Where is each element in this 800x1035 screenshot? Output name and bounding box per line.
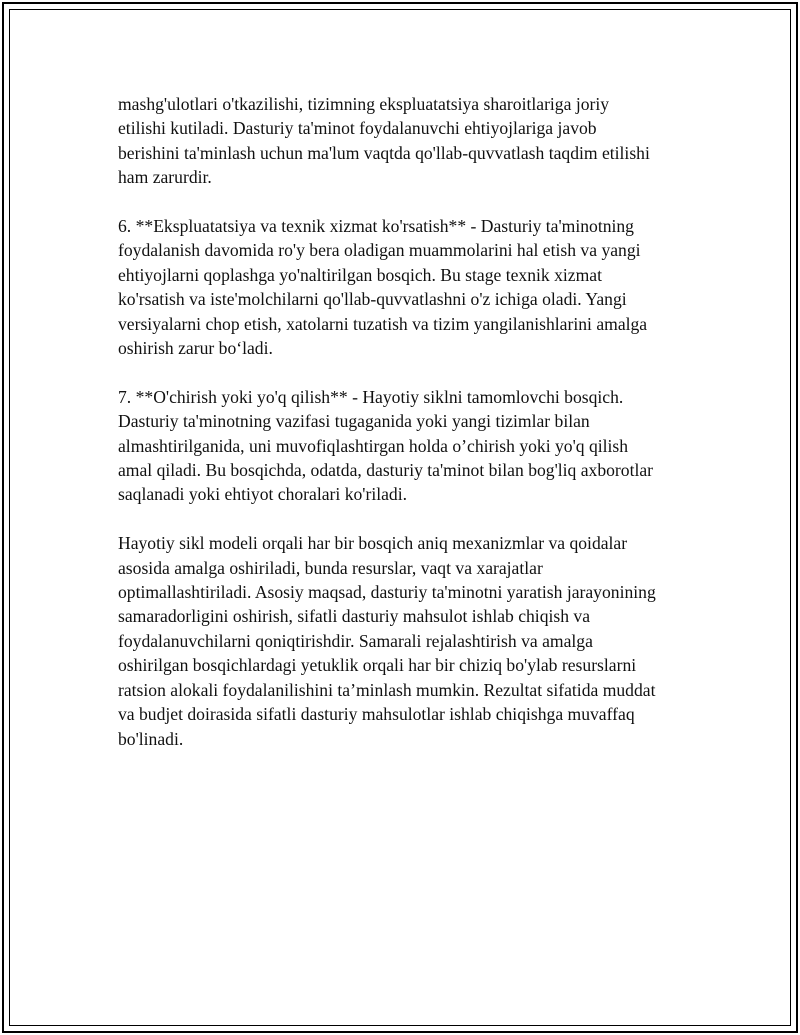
text-line: 7. **O'chirish yoki yo'q qilish** - Hayotiy siklni tamomlovchi bosqich.: [118, 386, 624, 407]
text-line: ham zarurdir.: [118, 167, 212, 188]
text-line: va budjet doirasida sifatli dasturiy mahsulotlar ishlab chiqishga muvaffaq: [118, 704, 635, 725]
paragraph-training-continuation: [118, 92, 690, 190]
text-line: ehtiyojlarni qoplashga yo'naltirilgan bosqich. Bu stage texnik xizmat: [118, 264, 602, 285]
text-line: bo'linadi.: [118, 728, 184, 749]
text-line: oshirish zarur bo‘ladi.: [118, 338, 273, 359]
text-line: mashg'ulotlari o'tkazilishi, tizimning ekspluatatsiya sharoitlariga joriy: [118, 94, 610, 114]
text-line: Dasturiy ta'minotning vazifasi tugaganida yoki yangi tizimlar bilan: [118, 411, 590, 432]
text-line: ko'rsatish va iste'molchilarni qo'llab-quvvatlashni o'z ichiga oladi. Yangi: [118, 289, 627, 310]
paragraph-exploitation-maintenance: [118, 214, 690, 360]
paragraph-lifecycle-summary: [118, 531, 690, 751]
text-line: berishini ta'minlash uchun ma'lum vaqtda qo'llab-quvvatlash taqdim etilishi: [118, 142, 650, 163]
text-line: samaradorligini oshirish, sifatli dasturiy mahsulot ishlab chiqish va: [118, 606, 591, 627]
text-line: oshirilgan bosqichlardagi yetuklik orqali har bir chiziq bo'ylab resurslarni: [118, 655, 637, 676]
text-line: etilishi kutiladi. Dasturiy ta'minot foydalanuvchi ehtiyojlariga javob: [118, 118, 597, 139]
text-line: amal qiladi. Bu bosqichda, odatda, dasturiy ta'minot bilan bog'liq axborotlar: [118, 460, 654, 481]
text-line: optimallashtiriladi. Asosiy maqsad, dasturiy ta'minotni yaratish jarayonining: [118, 582, 656, 603]
text-line: Hayotiy sikl modeli orqali har bir bosqich aniq mexanizmlar va qoidalar: [118, 533, 628, 554]
paragraph-decommission: [118, 385, 690, 507]
text-line: foydalanish davomida ro'y bera oladigan muammolarini hal etish va yangi: [118, 240, 641, 261]
text-line: asosida amalga oshiriladi, bunda resurslar, vaqt va xarajatlar: [118, 557, 543, 578]
document-body: [118, 92, 690, 775]
text-line: almashtirilganida, uni muvofiqlashtirgan holda o’chirish yoki yo'q qilish: [118, 435, 629, 456]
text-line: 6. **Ekspluatatsiya va texnik xizmat ko'rsatish** - Dasturiy ta'minotning: [118, 216, 634, 237]
text-line: saqlanadi yoki ehtiyot choralari ko'riladi.: [118, 484, 407, 505]
text-line: versiyalarni chop etish, xatolarni tuzatish va tizim yangilanishlarini amalga: [118, 313, 648, 334]
text-line: ratsion alokali foydalanilishini ta’minlash mumkin. Rezultat sifatida muddat: [118, 679, 656, 700]
text-line: foydalanuvchilarni qoniqtirishdir. Samarali rejalashtirish va amalga: [118, 630, 593, 651]
